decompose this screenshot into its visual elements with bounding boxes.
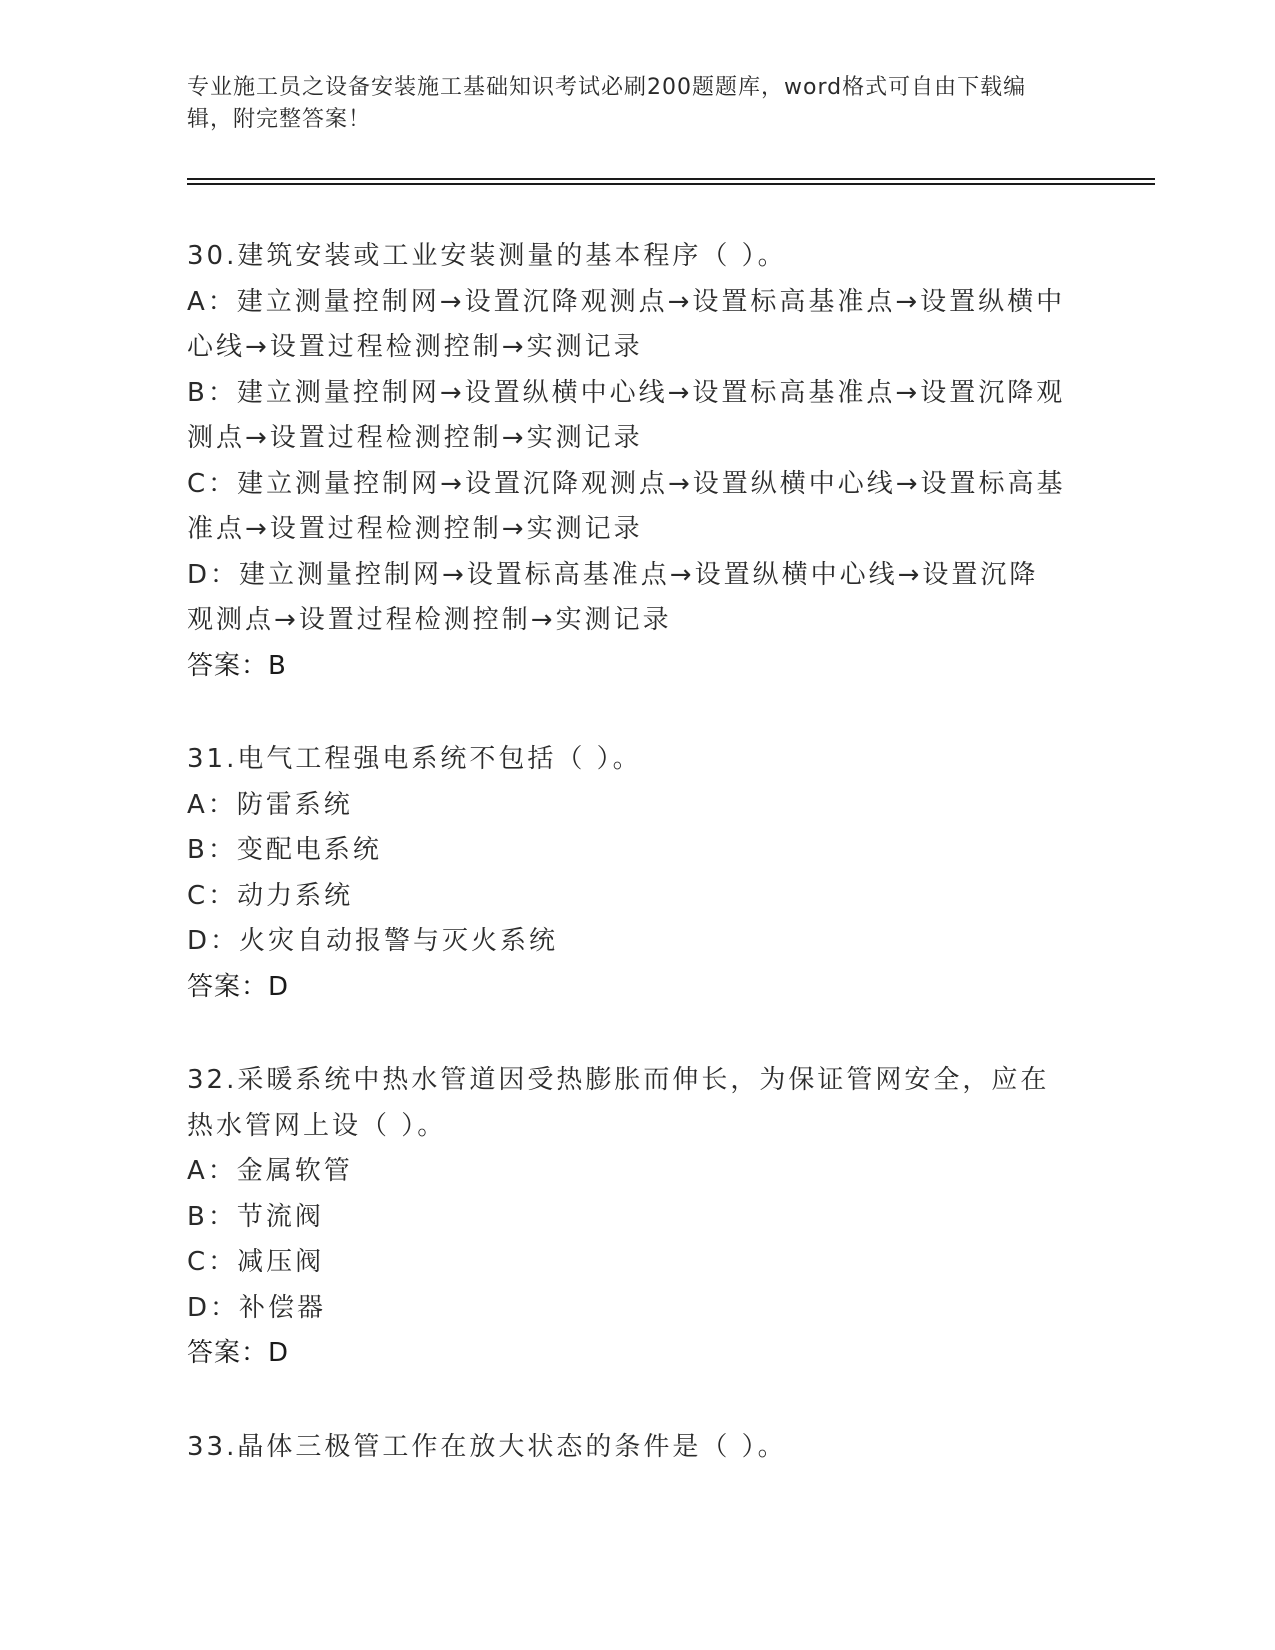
option-b: B：建立测量控制网→设置纵横中心线→设置标高基准点→设置沉降观测点→设置过程检测控制→实测记录: [187, 377, 1066, 453]
question-stem: 33.晶体三极管工作在放大状态的条件是（ ）。: [187, 1431, 787, 1462]
option-d: D：火灾自动报警与灭火系统: [187, 926, 559, 956]
option-a: A：防雷系统: [187, 789, 353, 820]
answer-value: D: [268, 1338, 290, 1368]
option-c: C：动力系统: [187, 880, 354, 911]
option-a: A：建立测量控制网→设置沉降观测点→设置标高基准点→设置纵横中心线→设置过程检测控制→实测记录: [187, 286, 1066, 362]
document-header: 专业施工员之设备安装施工基础知识考试必刷200题题库，word格式可自由下载编辑，附完整答案！: [187, 75, 1027, 132]
option-a: A：金属软管: [187, 1156, 353, 1186]
answer-value: D: [268, 971, 290, 1002]
answer-value: B: [268, 650, 287, 681]
option-d: D：补偿器: [187, 1292, 327, 1323]
answer-label: 答案：: [187, 971, 269, 1002]
option-d: D：建立测量控制网→设置标高基准点→设置纵横中心线→设置沉降观测点→设置过程检测控制→实测记录: [187, 559, 1039, 635]
answer-label: 答案：: [187, 650, 269, 681]
question-list: [187, 234, 1067, 1518]
question-stem: 31.电气工程强电系统不包括（ ）。: [187, 744, 642, 774]
option-b: B：节流阀: [187, 1201, 324, 1232]
answer-label: 答案：: [187, 1338, 269, 1368]
option-b: B：变配电系统: [187, 835, 382, 865]
question-31: [187, 737, 1067, 1010]
header-divider-bottom: [187, 183, 1155, 185]
option-c: C：减压阀: [187, 1247, 325, 1277]
question-stem: 30.建筑安装或工业安装测量的基本程序（ ）。: [187, 241, 787, 271]
option-c: C：建立测量控制网→设置沉降观测点→设置纵横中心线→设置标高基准点→设置过程检测控制→实测记录: [187, 468, 1066, 544]
question-32: [187, 1058, 1067, 1377]
question-30: [187, 234, 1067, 689]
answer-line: [187, 1331, 1067, 1377]
answer-line: [187, 965, 1067, 1011]
answer-line: [187, 644, 1067, 690]
question-33: [187, 1425, 1067, 1471]
header-divider-top: [187, 178, 1155, 180]
question-stem: 32.采暖系统中热水管道因受热膨胀而伸长，为保证管网安全，应在热水管网上设（ ）。: [187, 1065, 1050, 1141]
